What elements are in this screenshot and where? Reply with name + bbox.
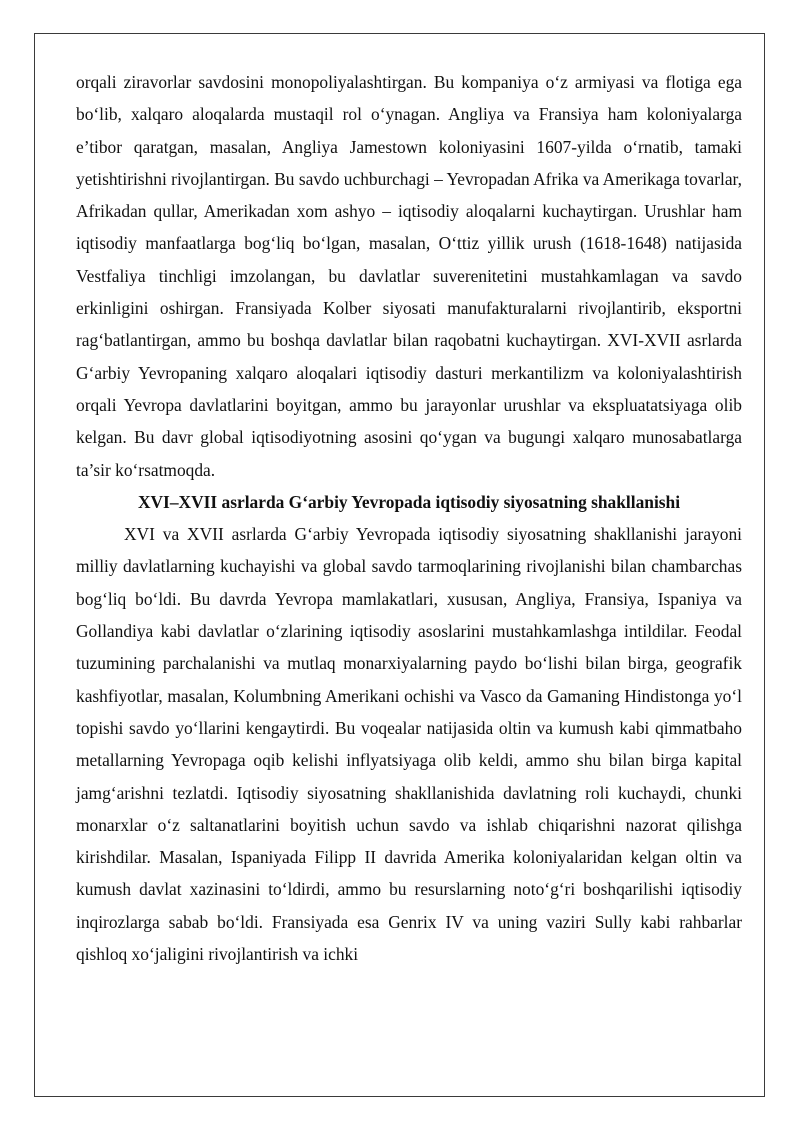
paragraph-continued: orqali ziravorlar savdosini monopoliyalashtirgan. Bu kompaniya o‘z armiyasi va flotiga ega bo‘lib, xalqaro aloqalarda mustaqil rol o‘ynagan. Angliya va Fransiya ham koloniyalarga e’tibor qaratgan, masalan, Angliya Jamestown koloniyasini 1607-yilda o‘rnatib, tamaki yetishtirishni rivojlantirgan. Bu savdo uchburchagi – Yevropadan Afrika va Amerikaga tovarlar, Afrikadan qullar, Amerikadan xom ashyo – iqtisodiy aloqalarni kuchaytirgan. Urushlar ham iqtisodiy manfaatlarga bog‘liq bo‘lgan, masalan, O‘ttiz yillik urush (1618-1648) natijasida Vestfaliya tinchligi imzolangan, bu davlatlar suverenitetini mustahkamlagan va savdo erkinligini oshirgan. Fransiyada Kolber siyosati manufakturalarni rivojlantirib, eksportni rag‘batlantirgan, ammo bu boshqa davlatlar bilan raqobatni kuchaytirgan. XVI-XVII asrlarda G‘arbiy Yevropaning xalqaro aloqalari iqtisodiy dasturi merkantilizm va koloniyalashtirish orqali Yevropa davlatlarini boyitgan, ammo bu jarayonlar urushlar va ekspluatatsiyaga olib kelgan. Bu davr global iqtisodiyotning asosini qo‘ygan va bugungi xalqaro munosabatlarga ta’sir ko‘rsatmoqda. [76,72,742,480]
document-body [76,66,742,970]
section-heading: XVI–XVII asrlarda G‘arbiy Yevropada iqtisodiy siyosatning shakllanishi [137,491,681,512]
paragraph-body: XVI va XVII asrlarda G‘arbiy Yevropada iqtisodiy siyosatning shakllanishi jarayoni milliy davlatlarning kuchayishi va global savdo tarmoqlarining rivojlanishi bilan chambarchas bog‘liq bo‘ldi. Bu davrda Yevropa mamlakatlari, xususan, Angliya, Fransiya, Ispaniya va Gollandiya kabi davlatlar o‘zlarining iqtisodiy asoslarini mustahkamlashga intildilar. Feodal tuzumining parchalanishi va mutlaq monarxiyalarning paydo bo‘lishi bilan birga, geografik kashfiyotlar, masalan, Kolumbning Amerikani ochishi va Vasco da Gamaning Hindistonga yo‘l topishi savdo yo‘llarini kengaytirdi. Bu voqealar natijasida oltin va kumush kabi qimmatbaho metallarning Yevropaga oqib kelishi inflyatsiyaga olib keldi, ammo shu bilan birga kapital jamg‘arishni tezlatdi. Iqtisodiy siyosatning shakllanishida davlatning roli kuchaydi, chunki monarxlar o‘z saltanatlarini boyitish uchun savdo va ishlab chiqarishni nazorat qilishga kirishdilar. Masalan, Ispaniyada Filipp II davrida Amerika koloniyalaridan kelgan oltin va kumush davlat xazinasini to‘ldirdi, ammo bu resurslarning noto‘g‘ri boshqarilishi iqtisodiy inqirozlarga sabab bo‘ldi. Fransiyada esa Genrix IV va uning vaziri Sully kabi rahbarlar qishloq xo‘jaligini rivojlantirish va ichki [76,524,742,965]
